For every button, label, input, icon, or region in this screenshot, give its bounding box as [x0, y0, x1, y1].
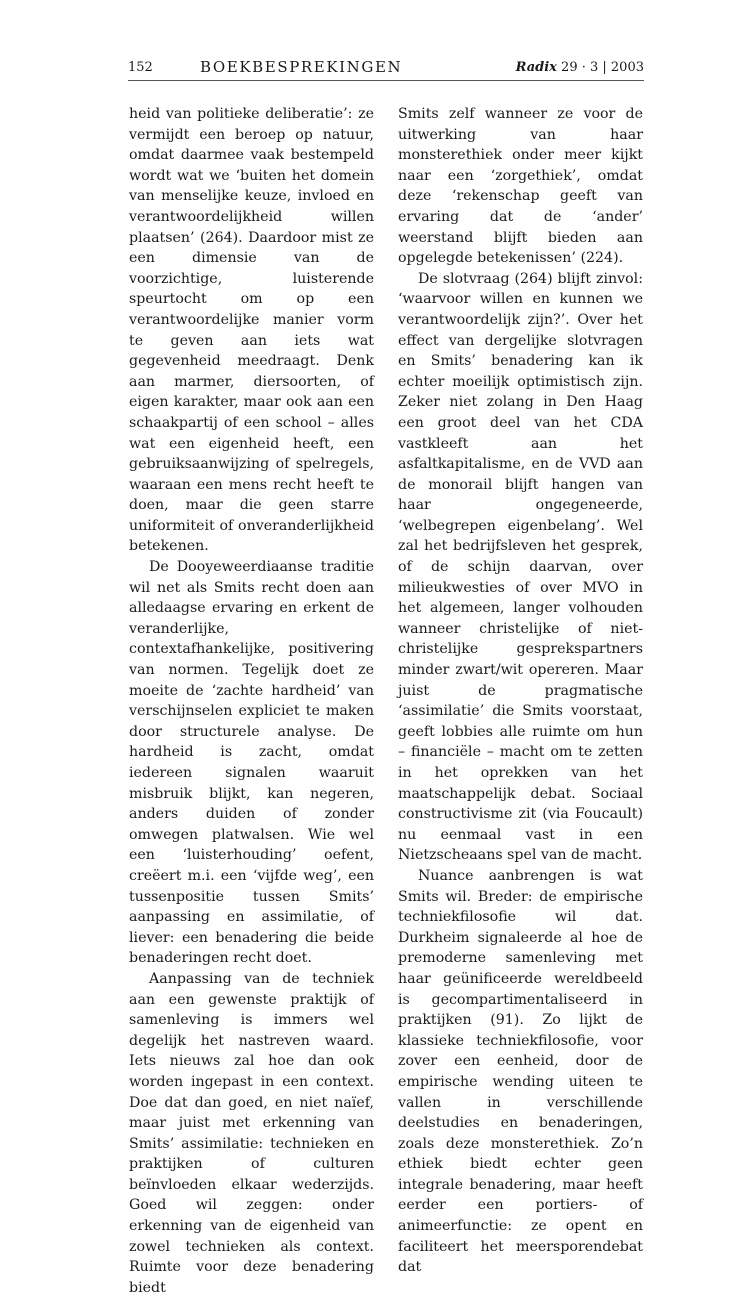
journal-issue: 29 · 3 | 2003	[561, 60, 644, 75]
section-title: BOEKBESPREKINGEN	[200, 58, 403, 76]
paragraph: De slotvraag (264) blijft zinvol: ‘waarvoor willen en kunnen we verantwoordelijk zijn?’. Over het effect van dergelijke slotvragen en Smits’ benadering kan ik echter moeilijk optimistisch zijn. Zeker niet zolang in Den Haag een groot deel van het CDA vastkleeft aan het asfaltkapitalisme, en de VVD aan de monorail blijft hangen van haar ongegeneerde, ‘welbegrepen eigenbelang’. Wel zal het bedrijfsleven het gesprek, of de schijn daarvan, over milieukwesties of over MVO in het algemeen, langer volhouden wanneer christelijke of niet-christelijke gesprekspartners minder zwart/wit opereren. Maar juist de pragmatische ‘assimilatie’ die Smits voorstaat, geeft lobbies alle ruimte om hun – financiële – macht om te zetten in het oprekken van het maatschappelijk debat. Sociaal constructivisme zit (via Foucault) nu eenmaal vast in een Nietzscheaans spel van de macht.	[398, 270, 643, 864]
header-rule	[128, 80, 644, 81]
journal-name: Radix	[515, 60, 557, 75]
journal-citation	[516, 60, 644, 75]
paragraph: Nuance aanbrengen is wat Smits wil. Breder: de empirische techniekfilosofie wil dat. Durkheim signaleerde al hoe de premoderne samenleving met haar geünificeerde wereldbeeld is gecompartimentaliseerd in praktijken (91). Zo lijkt de klassieke techniekfilosofie, voor zover een eenheid, door de empirische wending uiteen te vallen in verschillende deelstudies en benaderingen, zoals deze monsterethiek. Zo’n ethiek biedt echter geen integrale benadering, maar heeft eerder een portiers- of animeerfunctie: ze opent en faciliteert het meersporendebat dat	[398, 867, 643, 1276]
running-header	[128, 58, 644, 80]
paragraph: heid van politieke deliberatie’: ze vermijdt een beroep op natuur, omdat daarmee vaak bestempeld wordt wat we ‘buiten het domein van menselijke keuze, invloed en verantwoordelijkheid willen plaatsen’ (264). Daardoor mist ze een dimensie van de voorzichtige, luisterende speurtocht om op een verantwoordelijke manier vorm te geven aan iets wat gegevenheid meedraagt. Denk aan marmer, diersoorten, of eigen karakter, maar ook aan een schaakpartij of een school – alles wat een eigenheid heeft, een gebruiksaanwijzing of spelregels, waaraan een mens recht heeft te doen, maar die geen starre uniformiteit of onveranderlijkheid betekenen.	[129, 106, 374, 555]
paragraph: Aanpassing van de techniek aan een gewenste praktijk of samenleving is immers wel degelijk het nastreven waard. Iets nieuws zal hoe dan ook worden ingepast in een context. Doe dat dan goed, en niet naïef, maar juist met erkenning van Smits’ assimilatie: technieken en praktijken of culturen beïnvloeden elkaar wederzijds. Goed wil zeggen: onder erkenning van de eigenheid van zowel technieken als context. Ruimte voor deze benadering biedt	[129, 970, 374, 1296]
right-column	[398, 104, 643, 1278]
paragraph: Smits zelf wanneer ze voor de uitwerking van haar monsterethiek onder meer kijkt naar een ‘zorgethiek’, omdat deze ‘rekenschap geeft van ervaring dat de ‘ander’ weerstand blijft bieden aan opgelegde betekenissen’ (224).	[398, 106, 643, 267]
page-number: 152	[128, 60, 153, 75]
paragraph: De Dooyeweerdiaanse traditie wil net als Smits recht doen aan alledaagse ervaring en erkent de veranderlijke, contextafhankelijke, positivering van normen. Tegelijk doet ze moeite de ‘zachte hardheid’ van verschijnselen expliciet te maken door structurele analyse. De hardheid is zacht, omdat iedereen signalen waaruit misbruik blijkt, kan negeren, anders duiden of zonder omwegen platwalsen. Wie wel een ‘luisterhouding’ oefent, creëert m.i. een ‘vijfde weg’, een tussenpositie tussen Smits’ aanpassing en assimilatie, of liever: een benadering die beide benaderingen recht doet.	[129, 559, 374, 967]
left-column	[129, 104, 374, 1298]
